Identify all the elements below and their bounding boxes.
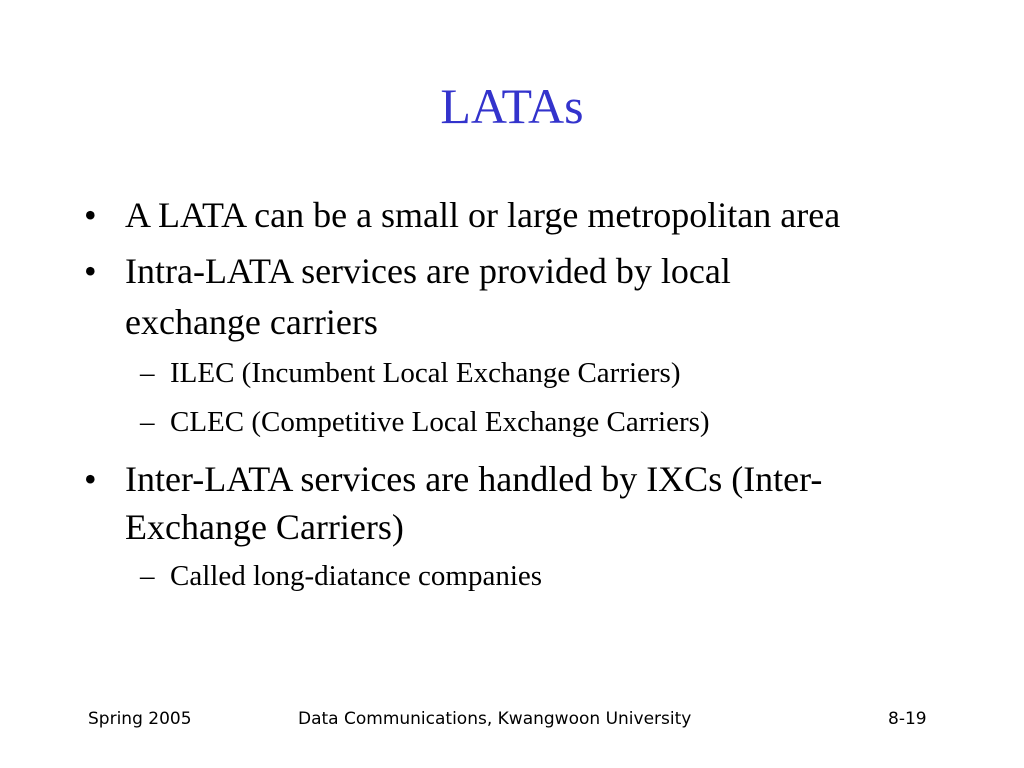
slide-title: LATAs xyxy=(440,78,584,134)
bullet-text-line: exchange carriers xyxy=(125,302,378,342)
sub-bullet-text: CLEC (Competitive Local Exchange Carriers) xyxy=(170,406,710,438)
sub-bullet-text: Called long-diatance companies xyxy=(170,560,543,592)
bullet-marker: • xyxy=(84,195,97,235)
footer-left: Spring 2005 xyxy=(88,709,192,729)
bullet-text-line: A LATA can be a small or large metropolitan area xyxy=(125,195,841,235)
sub-bullet-marker: – xyxy=(140,406,155,438)
sub-bullet-marker: – xyxy=(140,357,155,389)
bullet-text-line: Exchange Carriers) xyxy=(125,507,404,547)
bullet-marker: • xyxy=(84,459,97,499)
sub-bullet-text: ILEC (Incumbent Local Exchange Carriers) xyxy=(170,357,681,389)
bullet-text-line: Intra-LATA services are provided by local xyxy=(125,251,731,291)
footer-right: 8-19 xyxy=(888,709,927,729)
footer-center: Data Communications, Kwangwoon University xyxy=(298,709,692,729)
sub-bullet-marker: – xyxy=(140,560,155,592)
bullet-marker: • xyxy=(84,251,97,291)
bullet-text-line: Inter-LATA services are handled by IXCs (Inter- xyxy=(125,459,823,499)
